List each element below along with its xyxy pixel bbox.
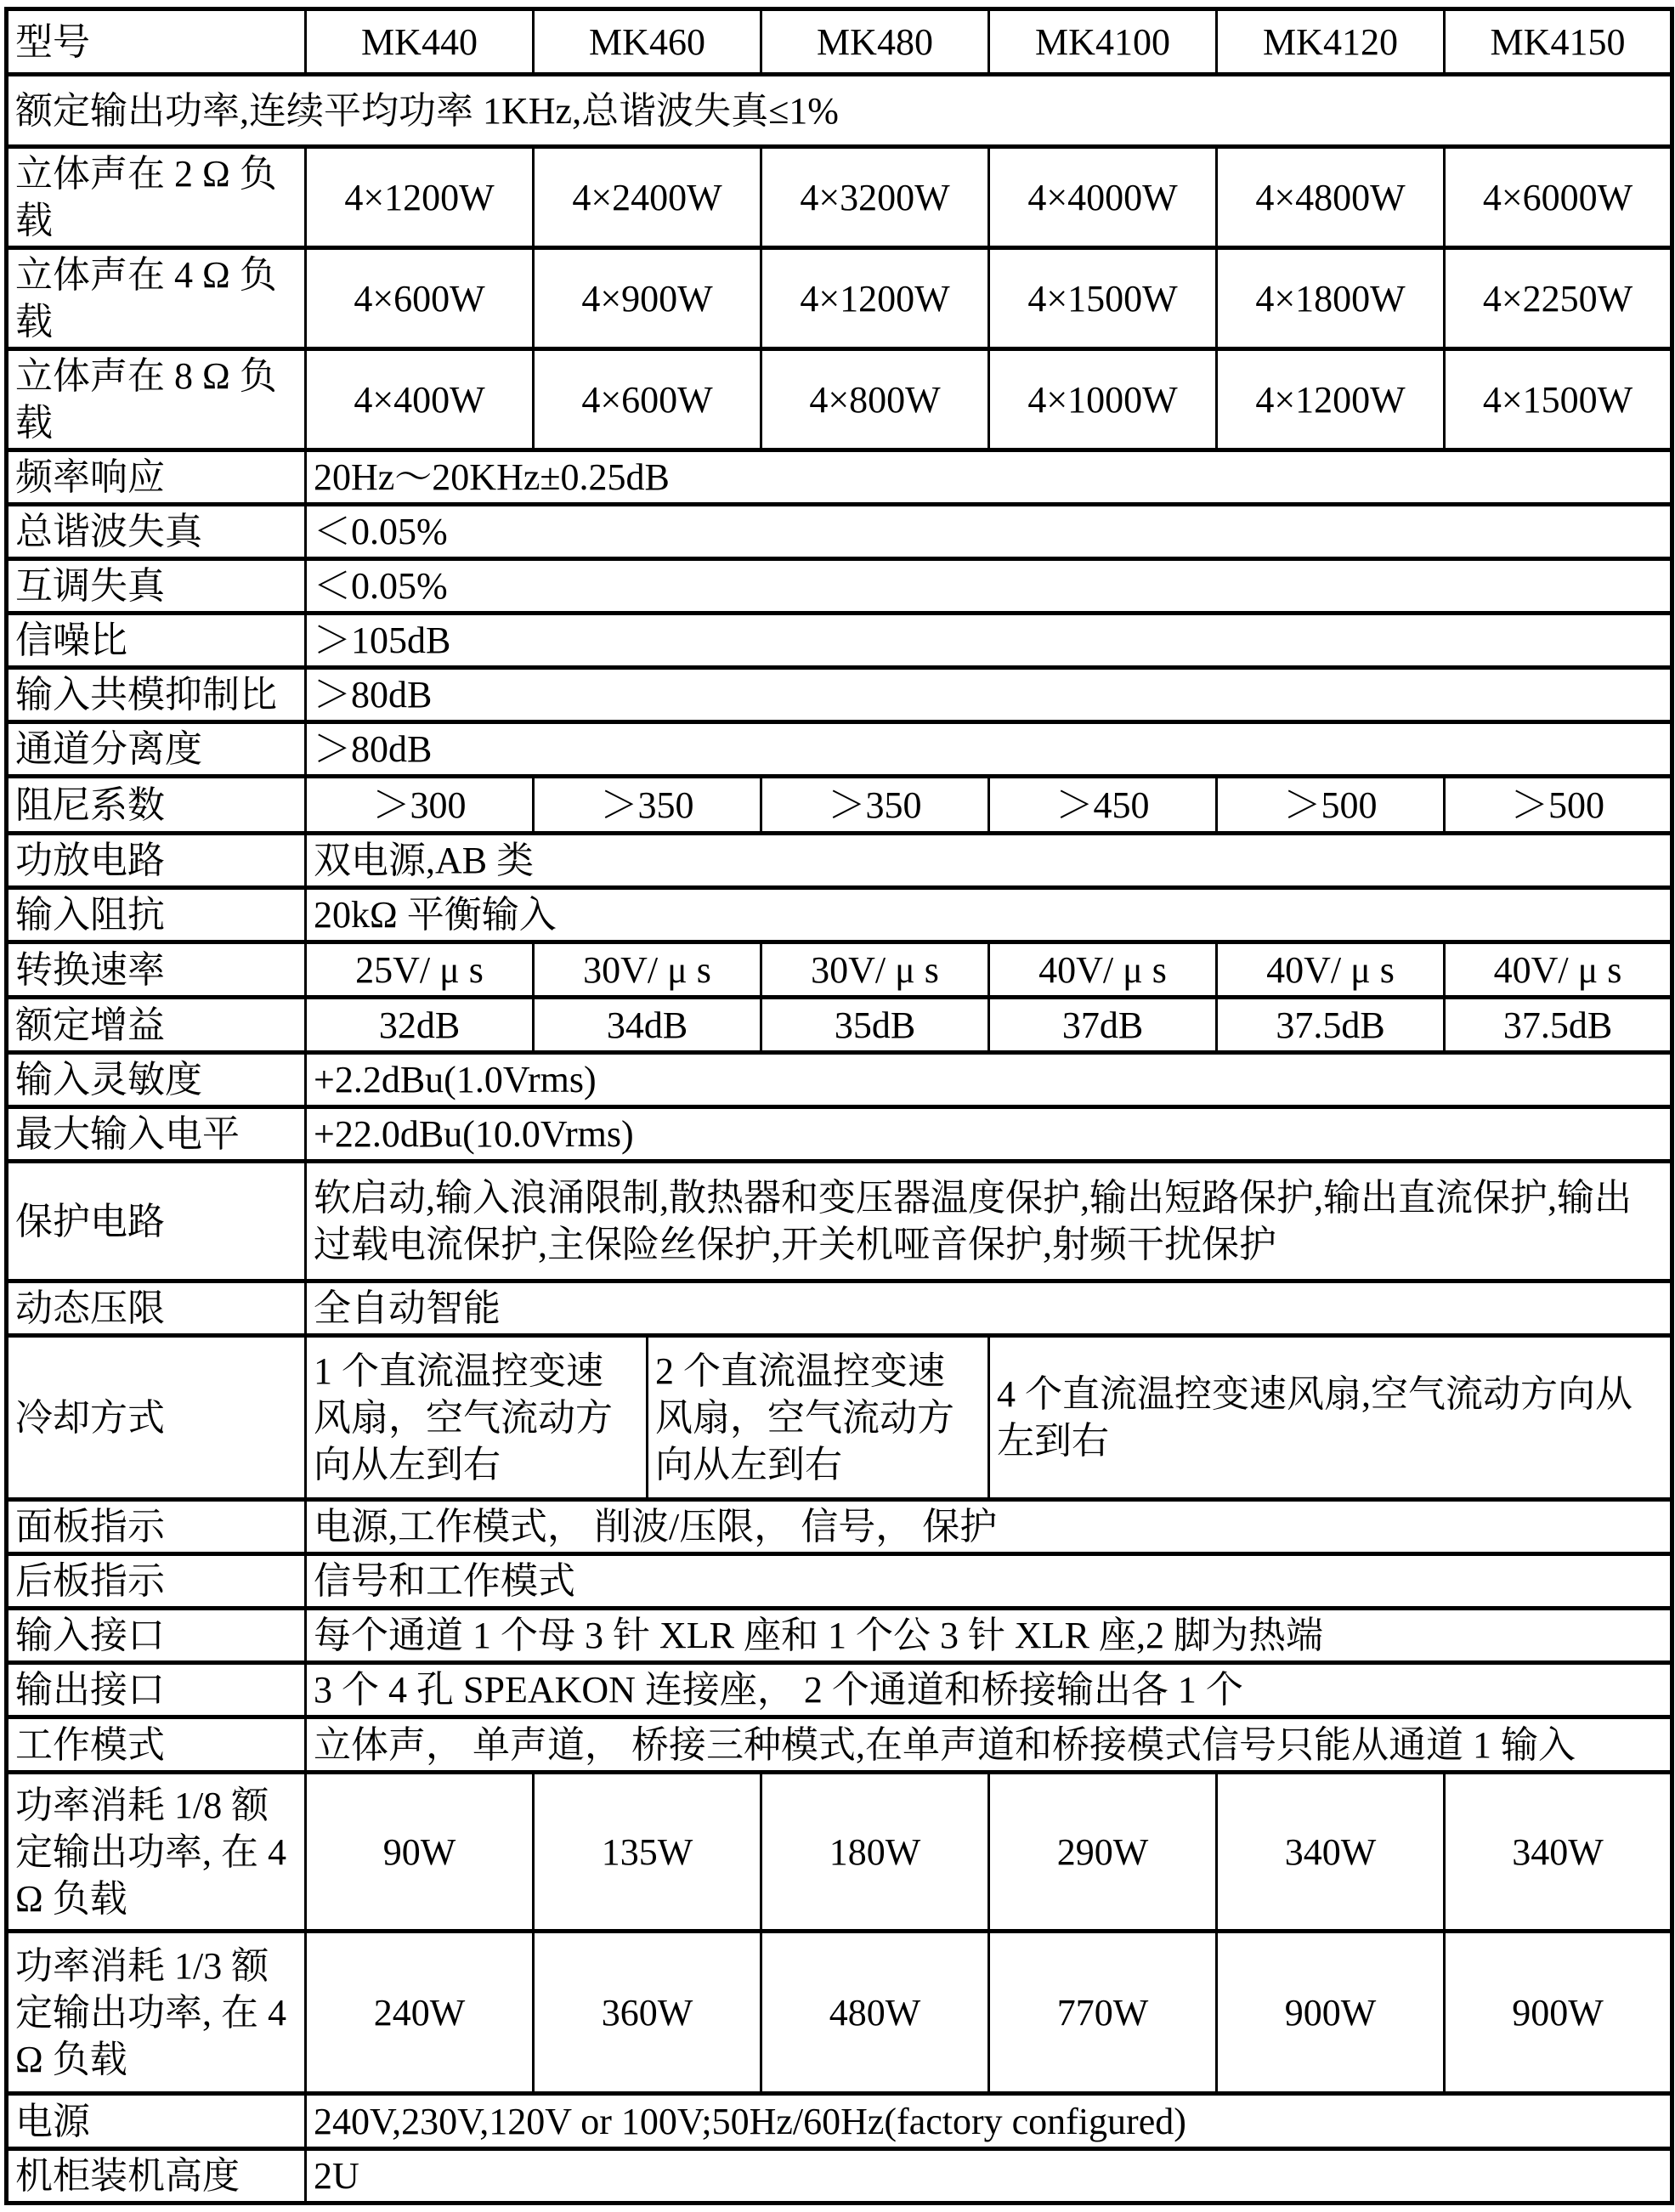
row-freq-response bbox=[7, 450, 1672, 505]
spec-value: 37.5dB bbox=[1445, 998, 1672, 1053]
spec-label: 阻尼系数 bbox=[7, 777, 306, 834]
spec-label: 输入阻抗 bbox=[7, 888, 306, 942]
spec-value: 4×6000W bbox=[1445, 147, 1672, 248]
spec-value: 25V/ μ s bbox=[306, 942, 534, 998]
spec-value: 2 个直流温控变速风扇，空气流动方向从左到右 bbox=[648, 1336, 989, 1500]
spec-label: 功率消耗 1/3 额定输出功率, 在 4 Ω 负载 bbox=[7, 1932, 306, 2094]
spec-value: 4×4800W bbox=[1217, 147, 1445, 248]
spec-label: 冷却方式 bbox=[7, 1336, 306, 1500]
spec-value: +22.0dBu(10.0Vrms) bbox=[306, 1107, 1672, 1162]
spec-label: 后板指示 bbox=[7, 1554, 306, 1609]
spec-value: 4×4000W bbox=[989, 147, 1217, 248]
spec-label: 输入灵敏度 bbox=[7, 1053, 306, 1107]
spec-value: ＞80dB bbox=[306, 722, 1672, 777]
spec-value: 4×1200W bbox=[1217, 349, 1445, 450]
spec-value: 90W bbox=[306, 1773, 534, 1932]
spec-value: ＜0.05% bbox=[306, 505, 1672, 559]
row-power-consumption-1-3 bbox=[7, 1932, 1672, 2094]
spec-label: 立体声在 4 Ω 负载 bbox=[7, 248, 306, 349]
row-damping-factor bbox=[7, 777, 1672, 834]
spec-value: 4×2400W bbox=[534, 147, 761, 248]
spec-label: 通道分离度 bbox=[7, 722, 306, 777]
spec-value: 900W bbox=[1445, 1932, 1672, 2094]
row-thd bbox=[7, 505, 1672, 559]
spec-label: 功放电路 bbox=[7, 834, 306, 888]
spec-value: 4×1500W bbox=[1445, 349, 1672, 450]
spec-label: 总谐波失真 bbox=[7, 505, 306, 559]
row-input-connectors bbox=[7, 1609, 1672, 1663]
spec-value: ＞80dB bbox=[306, 668, 1672, 722]
spec-value: 4×800W bbox=[761, 349, 989, 450]
row-rack-height bbox=[7, 2149, 1672, 2204]
spec-label: 面板指示 bbox=[7, 1500, 306, 1554]
row-operating-modes bbox=[7, 1717, 1672, 1773]
spec-value: ＞300 bbox=[306, 777, 534, 834]
spec-value: ＞500 bbox=[1445, 777, 1672, 834]
row-cmrr bbox=[7, 668, 1672, 722]
spec-label: 保护电路 bbox=[7, 1162, 306, 1281]
spec-value: 770W bbox=[989, 1932, 1217, 2094]
spec-value: 立体声， 单声道， 桥接三种模式,在单声道和桥接模式信号只能从通道 1 输入 bbox=[306, 1717, 1672, 1773]
row-power-consumption-1-8 bbox=[7, 1773, 1672, 1932]
model-name: MK4100 bbox=[989, 9, 1217, 75]
spec-value: 30V/ μ s bbox=[534, 942, 761, 998]
spec-value: 3 个 4 孔 SPEAKON 连接座， 2 个通道和桥接输出各 1 个 bbox=[306, 1663, 1672, 1717]
row-imd bbox=[7, 559, 1672, 614]
spec-value: 4×2250W bbox=[1445, 248, 1672, 349]
row-stereo-8ohm bbox=[7, 349, 1672, 450]
spec-value: 4×1200W bbox=[306, 147, 534, 248]
row-snr bbox=[7, 614, 1672, 668]
spec-label: 立体声在 2 Ω 负载 bbox=[7, 147, 306, 248]
spec-value: 4×3200W bbox=[761, 147, 989, 248]
row-amp-circuit bbox=[7, 834, 1672, 888]
spec-value: 4×1200W bbox=[761, 248, 989, 349]
row-output-connectors bbox=[7, 1663, 1672, 1717]
spec-value: 软启动,输入浪涌限制,散热器和变压器温度保护,输出短路保护,输出直流保护,输出过载电流保护,主保险丝保护,开关机哑音保护,射频干扰保护 bbox=[306, 1162, 1672, 1281]
spec-value: 40V/ μ s bbox=[989, 942, 1217, 998]
spec-value: ＞350 bbox=[761, 777, 989, 834]
spec-label: 输入接口 bbox=[7, 1609, 306, 1663]
row-cooling bbox=[7, 1336, 1672, 1500]
spec-value: 32dB bbox=[306, 998, 534, 1053]
spec-value: 每个通道 1 个母 3 针 XLR 座和 1 个公 3 针 XLR 座,2 脚为热端 bbox=[306, 1609, 1672, 1663]
spec-value: 135W bbox=[534, 1773, 761, 1932]
spec-label: 功率消耗 1/8 额定输出功率, 在 4 Ω 负载 bbox=[7, 1773, 306, 1932]
spec-value: 40V/ μ s bbox=[1217, 942, 1445, 998]
row-front-panel bbox=[7, 1500, 1672, 1554]
spec-label: 电源 bbox=[7, 2094, 306, 2149]
row-rated-gain bbox=[7, 998, 1672, 1053]
spec-value: 1 个直流温控变速风扇，空气流动方向从左到右 bbox=[306, 1336, 648, 1500]
spec-label: 额定增益 bbox=[7, 998, 306, 1053]
row-rear-panel bbox=[7, 1554, 1672, 1609]
spec-value: 4×400W bbox=[306, 349, 534, 450]
row-stereo-2ohm bbox=[7, 147, 1672, 248]
row-max-input-level bbox=[7, 1107, 1672, 1162]
row-slew-rate bbox=[7, 942, 1672, 998]
spec-value: 480W bbox=[761, 1932, 989, 2094]
spec-value: 4×1500W bbox=[989, 248, 1217, 349]
spec-value: ＜0.05% bbox=[306, 559, 1672, 614]
spec-value: 4×600W bbox=[306, 248, 534, 349]
spec-value: +2.2dBu(1.0Vrms) bbox=[306, 1053, 1672, 1107]
spec-value: 信号和工作模式 bbox=[306, 1554, 1672, 1609]
spec-value: 340W bbox=[1217, 1773, 1445, 1932]
spec-value: 900W bbox=[1217, 1932, 1445, 2094]
model-name: MK460 bbox=[534, 9, 761, 75]
model-name: MK4150 bbox=[1445, 9, 1672, 75]
spec-value: 35dB bbox=[761, 998, 989, 1053]
spec-label: 工作模式 bbox=[7, 1717, 306, 1773]
spec-value: 180W bbox=[761, 1773, 989, 1932]
row-model bbox=[7, 9, 1672, 75]
row-channel-separation bbox=[7, 722, 1672, 777]
model-row-label: 型号 bbox=[7, 9, 306, 75]
spec-label: 频率响应 bbox=[7, 450, 306, 505]
model-name: MK4120 bbox=[1217, 9, 1445, 75]
row-mains bbox=[7, 2094, 1672, 2149]
row-input-impedance bbox=[7, 888, 1672, 942]
spec-label: 互调失真 bbox=[7, 559, 306, 614]
row-protection bbox=[7, 1162, 1672, 1281]
spec-value: 37.5dB bbox=[1217, 998, 1445, 1053]
spec-value: 360W bbox=[534, 1932, 761, 2094]
spec-value: 4×600W bbox=[534, 349, 761, 450]
spec-value: 电源,工作模式， 削波/压限， 信号， 保护 bbox=[306, 1500, 1672, 1554]
row-dynamic-limiter bbox=[7, 1281, 1672, 1336]
row-rated-power-note bbox=[7, 75, 1672, 147]
spec-value: ＞105dB bbox=[306, 614, 1672, 668]
spec-value: 2U bbox=[306, 2149, 1672, 2204]
spec-label: 立体声在 8 Ω 负载 bbox=[7, 349, 306, 450]
model-name: MK480 bbox=[761, 9, 989, 75]
row-input-sensitivity bbox=[7, 1053, 1672, 1107]
spec-label: 转换速率 bbox=[7, 942, 306, 998]
spec-value: 4×1000W bbox=[989, 349, 1217, 450]
spec-value: 340W bbox=[1445, 1773, 1672, 1932]
spec-value: ＞500 bbox=[1217, 777, 1445, 834]
row-stereo-4ohm bbox=[7, 248, 1672, 349]
spec-label: 动态压限 bbox=[7, 1281, 306, 1336]
spec-value: 双电源,AB 类 bbox=[306, 834, 1672, 888]
spec-label: 机柜装机高度 bbox=[7, 2149, 306, 2204]
amplifier-spec-table bbox=[4, 7, 1674, 2205]
spec-value: 20kΩ 平衡输入 bbox=[306, 888, 1672, 942]
spec-value: ＞450 bbox=[989, 777, 1217, 834]
model-name: MK440 bbox=[306, 9, 534, 75]
spec-label: 最大输入电平 bbox=[7, 1107, 306, 1162]
spec-label: 输出接口 bbox=[7, 1663, 306, 1717]
spec-value: 30V/ μ s bbox=[761, 942, 989, 998]
spec-label: 输入共模抑制比 bbox=[7, 668, 306, 722]
spec-value: 34dB bbox=[534, 998, 761, 1053]
spec-value: 240W bbox=[306, 1932, 534, 2094]
spec-value: 全自动智能 bbox=[306, 1281, 1672, 1336]
spec-value: 4×900W bbox=[534, 248, 761, 349]
spec-value: 4 个直流温控变速风扇,空气流动方向从左到右 bbox=[989, 1336, 1672, 1500]
spec-value: ＞350 bbox=[534, 777, 761, 834]
rated-power-note: 额定输出功率,连续平均功率 1KHz,总谐波失真≤1% bbox=[7, 75, 1672, 147]
spec-label: 信噪比 bbox=[7, 614, 306, 668]
spec-value: 37dB bbox=[989, 998, 1217, 1053]
spec-value: 290W bbox=[989, 1773, 1217, 1932]
spec-value: 20Hz～20KHz±0.25dB bbox=[306, 450, 1672, 505]
spec-value: 4×1800W bbox=[1217, 248, 1445, 349]
spec-value: 40V/ μ s bbox=[1445, 942, 1672, 998]
spec-value: 240V,230V,120V or 100V;50Hz/60Hz(factory configured) bbox=[306, 2094, 1672, 2149]
